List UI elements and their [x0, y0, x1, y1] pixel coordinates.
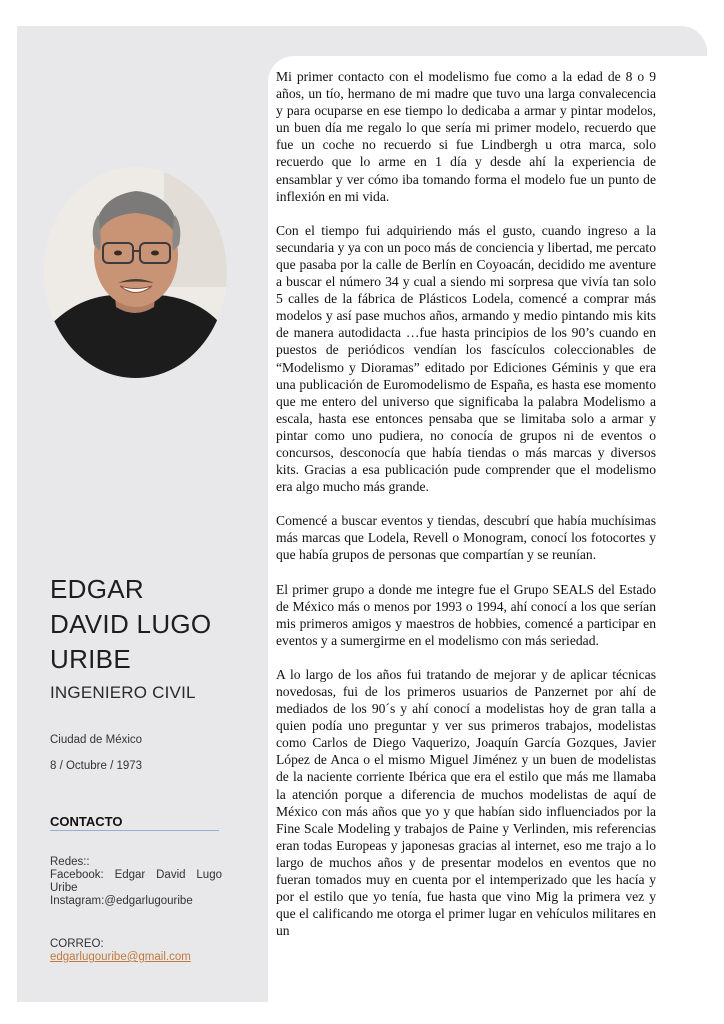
email-block: [50, 938, 222, 964]
email-label: CORREO:: [50, 938, 104, 950]
birth-date: 8 / Octubre / 1973: [50, 760, 143, 772]
city: Ciudad de México: [50, 734, 143, 746]
social-block: [50, 856, 222, 908]
facebook-link[interactable]: Facebook: Edgar David Lugo Uribe: [50, 869, 222, 894]
contact-divider: [50, 830, 219, 831]
name-line-2: DAVID LUGO: [50, 609, 212, 639]
paragraph: Mi primer contacto con el modelismo fue como a la edad de 8 o 9 años, un tío, hermano de mi madre que tuvo una larga convalecencia y para ocuparse en ese tiempo lo dedicaba a armar y pintar modelos, un buen día me regalo lo que sería mi primer modelo, recuerdo que fue un coche no recuerdo si fue Lindbergh u otra marca, solo recuerdo que lo arme en 1 día y desde ahí la experiencia de ensamblar y ver cómo iba tomando forma el modelo fue un punto de inflexión en mi vida.: [276, 69, 656, 204]
full-name: [50, 572, 260, 677]
paragraph: El primer grupo a donde me integre fue el Grupo SEALS del Estado de México más o menos por 1993 o 1994, ahí conocí a los que serían mis primeros amigos y maestros de hobbies, comencé a participar en eventos y a sumergirme en el modelismo con más seriedad.: [276, 581, 656, 648]
profile-photo: [44, 167, 227, 378]
name-line-3: URIBE: [50, 644, 131, 674]
name-line-1: EDGAR: [50, 574, 144, 604]
email-link[interactable]: edgarlugouribe@gmail.com: [50, 951, 191, 963]
social-label: Redes::: [50, 856, 90, 868]
job-title: INGENIERO CIVIL: [50, 683, 196, 702]
instagram-link[interactable]: Instagram:@edgarlugouribe: [50, 895, 193, 907]
paragraph: Con el tiempo fui adquiriendo más el gusto, cuando ingreso a la secundaria y ya con un poco más de conciencia y libertad, me percato que pasaba por la calle de Berlín en Coyoacán, decidido me aventure a buscar el número 34 y cual a siendo mi sorpresa que vivía tan solo 5 calles de la fábrica de Plásticos Lodela, comencé a comprar más modelos y así pase muchos años, armando y medio pintando mis kits de manera autodidacta …fue hasta principios de los 90’s cuando en puestos de periódicos vendían los fascículos coleccionables de “Modelismo y Dioramas” editado por Ediciones Géminis y que era una publicación de Euromodelismo de España, es hasta ese momento que me entero del universo que significaba la palabra Modelismo a escala, hasta ese entonces pensaba que se limitaba solo a armar y pintar como uno pudiera, no conocía de grupos ni de eventos o concursos, desconocía que había tiendas o más marcas y diversos kits. Gracias a esa publicación pude comprender que el modelismo era algo mucho más grande.: [276, 222, 656, 495]
paragraph: A lo largo de los años fui tratando de mejorar y de aplicar técnicas novedosas, fui de los primeros usuarios de Panzernet por ahí de mediados de los 90´s y ahí conocí a modelistas hoy de gran talla a quien podía uno preguntar y ver sus primeros trabajos, modelistas como Carlos de Diego Vaquerizo, Joaquín García Gozques, Javier López de Anca o el mismo Miguel Jiménez y un buen de modelistas de la naciente corriente Ibérica que era el estilo que más me llamaba la atención porque a diferencia de muchos modelistas de aquí de México con más años que yo y que habían sido influenciados por la Fine Scale Modeling y trabajos de Paine y Verlinden, mis referencias eran todas Europeas y japonesas gracias al internet, eso me trajo a lo largo de muchos años y de presentar modelos en eventos que no fueran tomados muy en cuenta por el intemperizado que les hacía y por el estilo que yo tenía, fue hasta que vino Mig la primera vez y que el calificando me otorga el primer lugar en vehículos militares en un: [276, 666, 656, 939]
paragraph: Comencé a buscar eventos y tiendas, descubrí que había muchísimas más marcas que Lodela, Revell o Monogram, conocí los fotocortes y que había grupos de personas que compartían y se reunían.: [276, 513, 656, 563]
biography-text: [276, 68, 656, 956]
contact-heading: CONTACTO: [50, 814, 123, 829]
